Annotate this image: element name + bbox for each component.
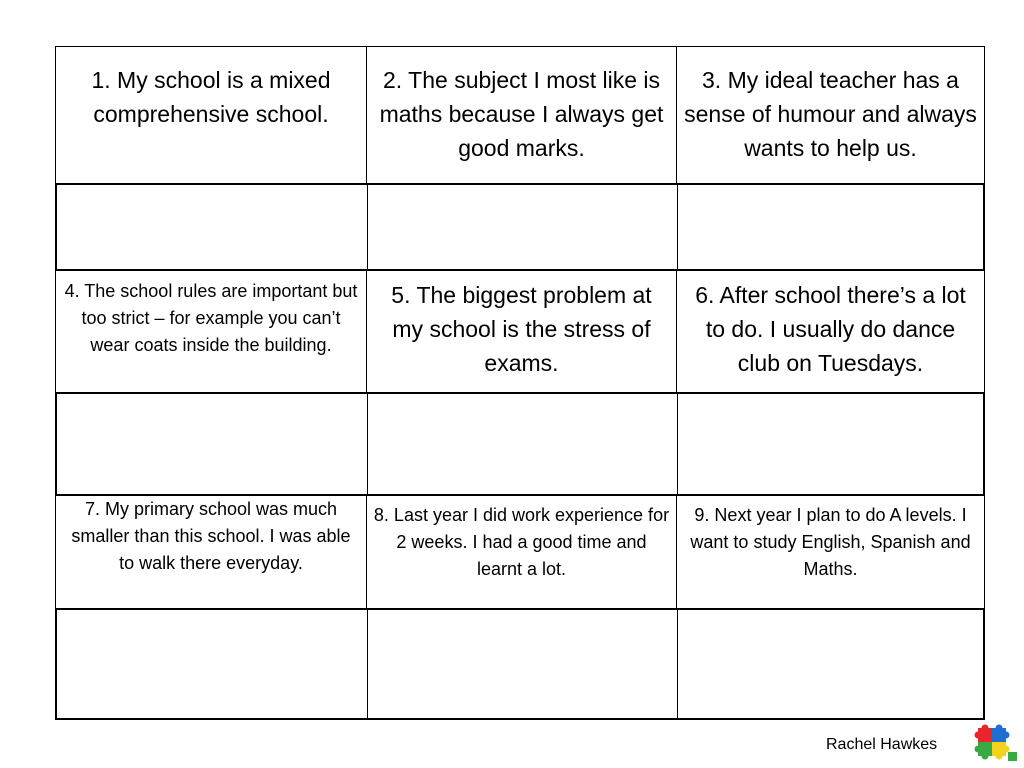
prompt-cell-4 <box>56 271 366 392</box>
answer-box-5[interactable] <box>367 394 677 494</box>
prompt-text-9: 9. Next year I plan to do A levels. I want to study English, Spanish and Maths. <box>690 505 971 579</box>
prompt-text-3: 3. My ideal teacher has a sense of humour and always wants to help us. <box>684 67 977 161</box>
prompt-cell-1 <box>56 47 366 183</box>
answer-box-9[interactable] <box>677 610 983 718</box>
prompt-text-6: 6. After school there’s a lot to do. I usually do dance club on Tuesdays. <box>695 282 966 376</box>
prompt-row-2 <box>55 271 985 392</box>
prompt-text-7: 7. My primary school was much smaller than this school. I was able to walk there everyday. <box>71 499 351 573</box>
prompt-row-3 <box>55 496 985 608</box>
prompt-cell-7 <box>56 496 366 608</box>
prompt-cell-5 <box>366 271 676 392</box>
author-credit: Rachel Hawkes <box>826 736 938 753</box>
answer-box-6[interactable] <box>677 394 983 494</box>
answer-box-8[interactable] <box>367 610 677 718</box>
prompt-text-2: 2. The subject I most like is maths because I always get good marks. <box>379 67 664 161</box>
puzzle-piece-yellow <box>992 742 1010 760</box>
prompt-cell-6 <box>676 271 984 392</box>
answer-row-1 <box>55 183 985 271</box>
prompt-cell-2 <box>366 47 676 183</box>
answer-box-3[interactable] <box>677 185 983 269</box>
prompt-cell-9 <box>676 496 984 608</box>
answer-box-1[interactable] <box>57 185 367 269</box>
puzzle-piece-blue <box>992 725 1010 743</box>
puzzle-piece-red <box>975 725 993 743</box>
prompt-text-4: 4. The school rules are important but too strict – for example you can’t wear coats inside the building. <box>64 281 358 355</box>
prompt-row-1 <box>55 46 985 183</box>
prompt-cell-3 <box>676 47 984 183</box>
answer-box-7[interactable] <box>57 610 367 718</box>
answer-row-3 <box>55 608 985 720</box>
prompt-cell-8 <box>366 496 676 608</box>
puzzle-piece-green <box>975 742 993 760</box>
worksheet-grid <box>55 46 985 720</box>
puzzle-pieces-icon <box>970 724 1020 768</box>
answer-box-4[interactable] <box>57 394 367 494</box>
prompt-text-5: 5. The biggest problem at my school is the stress of exams. <box>391 282 652 376</box>
puzzle-piece-green-small <box>1008 752 1017 761</box>
prompt-text-1: 1. My school is a mixed comprehensive school. <box>91 67 331 127</box>
answer-row-2 <box>55 392 985 496</box>
answer-box-2[interactable] <box>367 185 677 269</box>
prompt-text-8: 8. Last year I did work experience for 2 weeks. I had a good time and learnt a lot. <box>373 505 670 579</box>
